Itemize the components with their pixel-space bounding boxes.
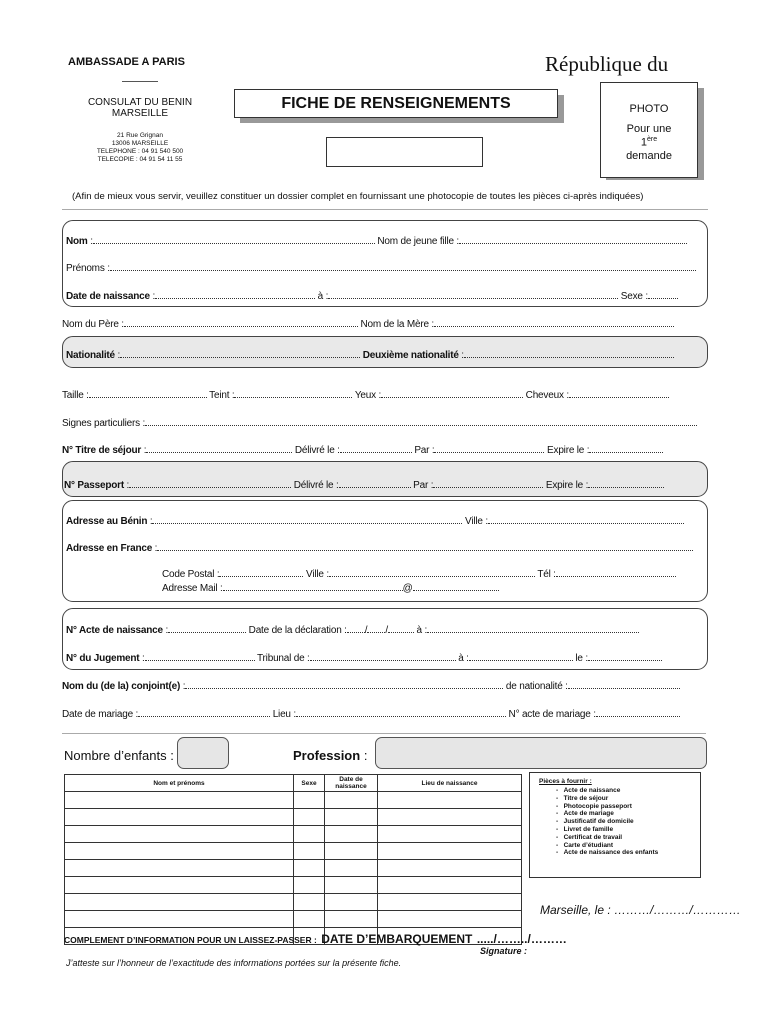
physique-field[interactable] (62, 390, 669, 401)
piece-label: Photocopie passeport (563, 802, 632, 810)
form-title: FICHE DE RENSEIGNEMENTS (234, 89, 558, 118)
lieu-naissance-label: à : (317, 291, 329, 302)
passeport-label: N° Passeport (64, 480, 124, 491)
address-line1: 21 Rue Grignan (117, 132, 163, 139)
code-postal-field[interactable] (162, 569, 676, 580)
conjoint-field[interactable]: Nom du (de la) conjoint(e) : de nationalité : (62, 681, 680, 692)
phone-line: TELEPHONE : 04 91 540 500 (96, 148, 184, 155)
prenoms-field[interactable] (66, 263, 696, 274)
adresse-mail-field[interactable] (162, 583, 499, 594)
nombre-enfants-input[interactable] (177, 737, 229, 769)
consulate-name (80, 97, 200, 119)
complement-label: COMPLEMENT D’INFORMATION POUR UN LAISSEZ-PASSER : (64, 935, 317, 945)
children-table-header (65, 775, 522, 792)
taille-label: Taille : (62, 390, 89, 401)
photo-line1: Pour une (626, 123, 672, 135)
date-mariage-label: Date de mariage : (62, 709, 139, 720)
profession-colon: : (363, 748, 368, 763)
intro-divider (62, 209, 708, 210)
photo-label: PHOTO (629, 103, 669, 115)
jugement-label: N° du Jugement (66, 653, 140, 664)
passeport-par-label: Par : (413, 480, 434, 491)
list-item: - Certificat de travail (556, 833, 623, 841)
parents-field[interactable] (62, 319, 674, 330)
reference-box[interactable] (326, 137, 483, 167)
address-line2: 13006 MARSEILLE (111, 140, 169, 147)
adresse-benin-label: Adresse au Bénin (66, 516, 148, 527)
titre-expire-label: Expire le : (547, 445, 590, 456)
nom-pere-label: Nom du Père : (62, 319, 124, 330)
pieces-box (529, 772, 701, 878)
list-item: - Livret de famille (556, 825, 614, 833)
consulate-address (80, 132, 200, 164)
at-sign: @ (402, 583, 413, 594)
list-item: - Justificatif de domicile (556, 818, 634, 826)
fax-line: TELECOPIE : 04 91 54 11 55 (97, 156, 183, 163)
profession-heading (293, 748, 367, 763)
jugement-date-label: le : (575, 653, 588, 664)
signes-label: Signes particuliers : (62, 418, 146, 429)
list-item: - Acte de mariage (556, 810, 614, 818)
table-row[interactable] (65, 843, 522, 860)
passeport-expire-label: Expire le : (545, 480, 589, 491)
nationalite-field[interactable]: Nationalité : Deuxième nationalité : (66, 350, 674, 361)
piece-label: Livret de famille (563, 825, 614, 833)
pieces-list (556, 787, 658, 857)
photo-line2: 1 (640, 136, 647, 149)
piece-label: Titre de séjour (563, 794, 609, 802)
tel-label: Tél : (537, 569, 556, 580)
mariage-field[interactable] (62, 709, 680, 720)
lieu-mariage-label: Lieu : (272, 709, 296, 720)
sexe-label: Sexe : (620, 291, 648, 302)
ville-benin-label: Ville : (465, 516, 488, 527)
date-embarquement-input[interactable]: ...../……../……… (476, 932, 567, 946)
adresse-mail-label: Adresse Mail : (162, 583, 223, 594)
children-table (64, 774, 522, 945)
consulate-line1: CONSULAT DU BENIN (87, 97, 193, 108)
list-item: - Carte d’étudiant (556, 841, 614, 849)
tribunal-label: Tribunal de : (257, 653, 310, 664)
titre-delivre-label: Délivré le : (294, 445, 340, 456)
nom-field[interactable]: Nom : Nom de jeune fille : (66, 236, 687, 247)
col-lieu-naissance: Lieu de naissance (378, 775, 522, 792)
photo-box[interactable] (600, 82, 698, 178)
col-date-naissance: Date de naissance (325, 775, 378, 792)
date-naissance-field[interactable]: Date de naissance : à : Sexe : (66, 291, 678, 302)
conjoint-label: Nom du (de la) conjoint(e) (62, 681, 181, 692)
adresse-france-field[interactable]: Adresse en France : (66, 543, 693, 554)
attestation-text: J’atteste sur l’honneur de l’exactitude des informations portées sur la présente fiche. (66, 958, 402, 968)
passeport-field[interactable]: N° Passeport : Délivré le : Par : Expire le : (64, 480, 664, 491)
prenoms-label: Prénoms : (66, 263, 110, 274)
col-nom-prenoms: Nom et prénoms (65, 775, 294, 792)
acte-naissance-field[interactable]: N° Acte de naissance : Date de la déclaration : / / à : (66, 625, 639, 636)
declaration-lieu-label: à : (416, 625, 428, 636)
embassy-label: AMBASSADE A PARIS (68, 56, 185, 68)
date-declaration-label: Date de la déclaration : (248, 625, 347, 636)
titre-sejour-label: N° Titre de séjour (62, 445, 142, 456)
children-divider (62, 733, 706, 734)
nationalite-label: Nationalité (66, 350, 115, 361)
titre-sejour-field[interactable]: N° Titre de séjour : Délivré le : Par : Expire le : (62, 445, 663, 456)
date-embarquement-label: DATE D’EMBARQUEMENT (321, 932, 473, 946)
yeux-label: Yeux : (354, 390, 382, 401)
titre-par-label: Par : (414, 445, 435, 456)
table-row[interactable] (65, 877, 522, 894)
list-item: - Acte de naissance (556, 787, 621, 794)
deuxieme-nationalite-label: Deuxième nationalité (362, 350, 459, 361)
jugement-field[interactable]: N° du Jugement : Tribunal de : à : le : (66, 653, 662, 664)
profession-label: Profession (293, 748, 361, 763)
piece-label: Justificatif de domicile (563, 818, 634, 826)
nom-mere-label: Nom de la Mère : (360, 319, 434, 330)
signature-label: Signature : (480, 946, 528, 956)
consulate-line2: MARSEILLE (111, 108, 169, 119)
passeport-delivre-label: Délivré le : (293, 480, 339, 491)
nombre-enfants-label: Nombre d’enfants : (64, 748, 174, 763)
jugement-lieu-label: à : (458, 653, 469, 664)
nom-label: Nom (66, 236, 88, 247)
photo-line3: demande (626, 149, 672, 162)
passport-box (62, 461, 708, 497)
marseille-date[interactable]: Marseille, le : ………/………/………… (540, 903, 741, 917)
col-sexe: Sexe (294, 775, 325, 792)
list-item: - Photocopie passeport (556, 802, 632, 810)
signes-field[interactable] (62, 418, 697, 429)
table-row[interactable] (65, 809, 522, 826)
intro-text: (Afin de mieux vous servir, veuillez constituer un dossier complet en fournissant une photocopie de toutes les pièces ci-après indiquées) (72, 191, 644, 202)
piece-label: Acte de mariage (563, 810, 614, 818)
date-naissance-label: Date de naissance (66, 291, 150, 302)
nom-jeune-fille-label: Nom de jeune fille : (377, 236, 459, 247)
code-postal-label: Code Postal : (162, 569, 220, 580)
acte-mariage-label: N° acte de mariage : (508, 709, 596, 720)
table-row[interactable] (65, 911, 522, 928)
table-row[interactable] (65, 826, 522, 843)
adresse-france-label: Adresse en France (66, 543, 153, 554)
photo-sup: ère (647, 136, 658, 143)
acte-naissance-label: N° Acte de naissance (66, 625, 163, 636)
cheveux-label: Cheveux : (525, 390, 569, 401)
piece-label: Acte de naissance des enfants (563, 849, 659, 857)
list-item: - Titre de séjour (556, 794, 609, 802)
pieces-title-text: Pièces à fournir (539, 778, 588, 785)
date-slash-1: / (364, 625, 368, 636)
list-item: - Acte de naissance des enfants (556, 849, 659, 857)
adresse-benin-field[interactable]: Adresse au Bénin : Ville : (66, 516, 684, 527)
conjoint-nationalite-label: de nationalité : (505, 681, 568, 692)
header-divider (122, 81, 158, 82)
piece-label: Acte de naissance (563, 787, 621, 794)
date-slash-2: / (385, 625, 388, 636)
pieces-title: Pièces à fournir : (539, 778, 592, 785)
table-row[interactable] (65, 894, 522, 911)
ville-france-label: Ville : (306, 569, 329, 580)
teint-label: Teint : (209, 390, 235, 401)
profession-input[interactable] (375, 737, 707, 769)
piece-label: Carte d’étudiant (563, 841, 614, 849)
republic-heading: République du (545, 52, 669, 76)
piece-label: Certificat de travail (563, 833, 623, 841)
table-row[interactable] (65, 792, 522, 809)
table-row[interactable] (65, 860, 522, 877)
